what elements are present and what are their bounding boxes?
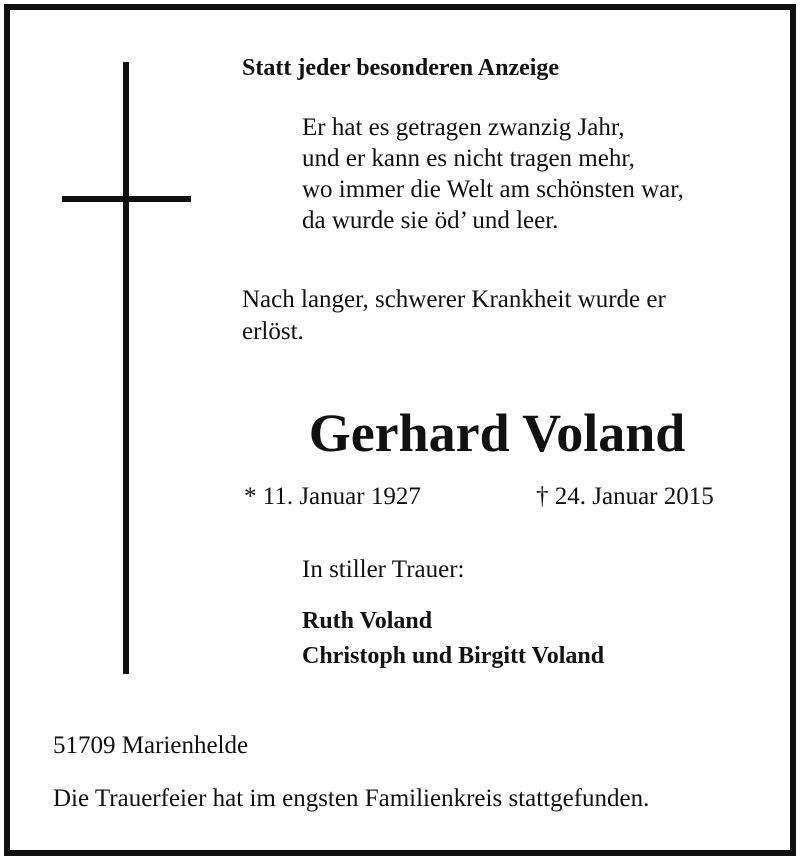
mourners-list (302, 605, 604, 675)
poem-line: und er kann es nicht tragen mehr, (302, 145, 635, 172)
memorial-poem (302, 112, 684, 236)
illness-line: erlöst. (242, 318, 304, 345)
cross-vertical-bar (123, 62, 129, 674)
birth-date: * 11. Januar 1927 (244, 483, 421, 510)
cross-horizontal-bar (62, 196, 191, 202)
mourning-label: In stiller Trauer: (302, 556, 465, 583)
illness-statement (242, 284, 666, 348)
poem-line: da wurde sie öd’ und leer. (302, 207, 559, 234)
poem-line: wo immer die Welt am schönsten war, (302, 176, 684, 203)
notice-heading: Statt jeder besonderen Anzeige (242, 55, 560, 81)
deceased-name: Gerhard Voland (308, 403, 686, 463)
poem-line: Er hat es getragen zwanzig Jahr, (302, 114, 625, 141)
death-date: † 24. Januar 2015 (536, 483, 714, 510)
mourner-name: Ruth Voland (302, 608, 433, 634)
illness-line: Nach langer, schwerer Krankheit wurde er (242, 286, 666, 313)
mourner-name: Christoph und Birgitt Voland (302, 643, 605, 669)
funeral-note: Die Trauerfeier hat im engsten Familienkreis stattgefunden. (53, 785, 650, 812)
place-name: 51709 Marienhelde (53, 732, 249, 759)
